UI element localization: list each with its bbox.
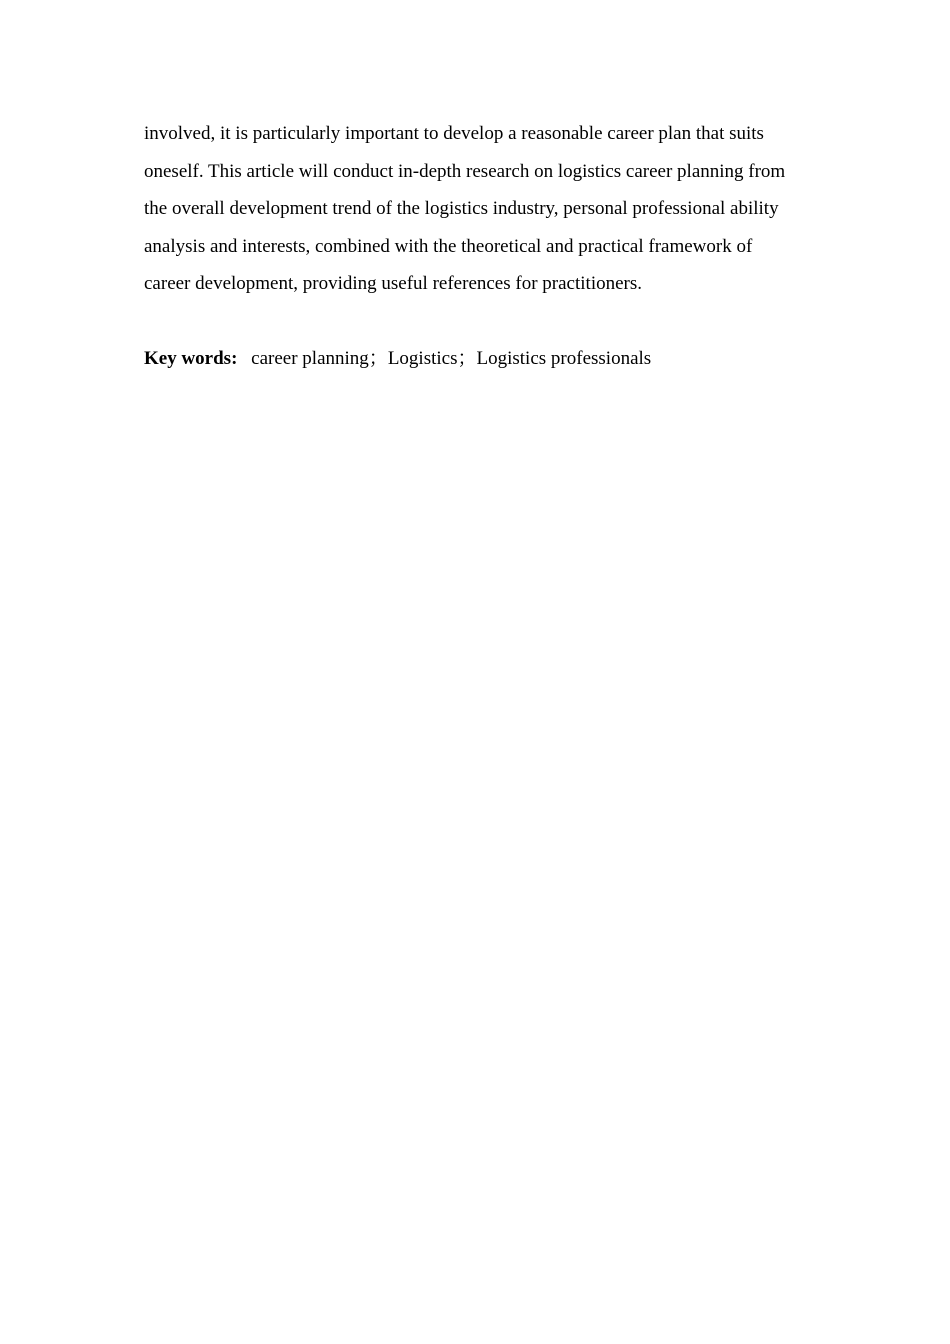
keyword-item: Logistics professionals — [476, 348, 652, 369]
keyword-separator: ； — [368, 348, 388, 369]
keywords-line — [144, 340, 651, 378]
abstract-line: analysis and interests, combined with the theoretical and practical framework of — [144, 235, 753, 257]
keywords-label: Key words: — [144, 348, 238, 369]
abstract-line: the overall development trend of the logistics industry, personal professional ability — [144, 198, 779, 220]
abstract-line: career development, providing useful references for practitioners. — [144, 273, 642, 295]
abstract-line: oneself. This article will conduct in-depth research on logistics career planning from — [144, 160, 786, 182]
abstract-line: involved, it is particularly important to develop a reasonable career plan that suits — [144, 123, 764, 144]
keyword-item: Logistics — [387, 348, 458, 369]
keyword-separator: ； — [457, 348, 477, 369]
abstract-paragraph — [144, 115, 824, 303]
keyword-item: career planning — [251, 348, 369, 369]
